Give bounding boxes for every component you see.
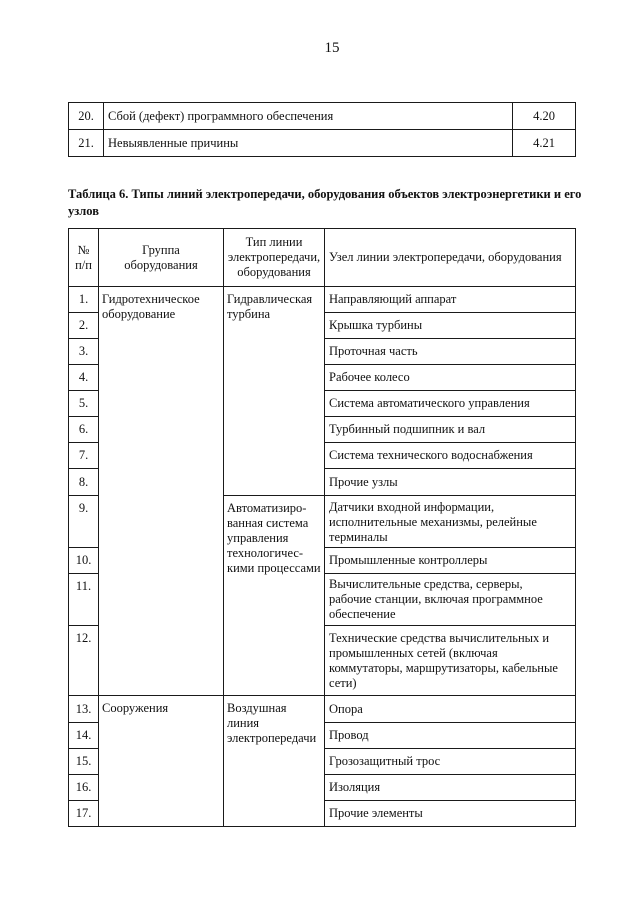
causes-table-continuation — [68, 102, 576, 157]
row-number: 8. — [69, 469, 99, 496]
equipment-node: Вычислительные средства, серверы, рабочие станции, включая программное обеспечение — [325, 574, 576, 626]
equipment-node: Система автоматического управления — [325, 391, 576, 417]
equipment-node: Проточная часть — [325, 339, 576, 365]
cause-code: 4.20 — [513, 103, 576, 130]
row-number: 15. — [69, 749, 99, 775]
equipment-node: Опора — [325, 696, 576, 723]
row-number: 3. — [69, 339, 99, 365]
row-number: 6. — [69, 417, 99, 443]
row-number: 12. — [69, 626, 99, 696]
equipment-node: Провод — [325, 723, 576, 749]
page-number: 15 — [324, 40, 340, 56]
row-number: 21. — [69, 130, 104, 157]
table-caption: Таблица 6. Типы линий электропередачи, оборудования объектов электроэнергетики и его узлов — [68, 187, 582, 218]
row-number: 20. — [69, 103, 104, 130]
table-header-row — [69, 229, 576, 287]
cause-code: 4.21 — [513, 130, 576, 157]
table-row — [69, 287, 576, 313]
equipment-node: Технические средства вычислительных и промышленных сетей (включая коммутаторы, маршрутизаторы, кабельные сети) — [325, 626, 576, 696]
equipment-group: Сооружения — [99, 696, 224, 827]
row-number: 14. — [69, 723, 99, 749]
equipment-node: Датчики входной информации, исполнительные механизмы, релейные терминалы — [325, 496, 576, 548]
equipment-node: Изоляция — [325, 775, 576, 801]
row-number: 17. — [69, 801, 99, 827]
table-row — [69, 130, 576, 157]
row-number: 2. — [69, 313, 99, 339]
equipment-node: Промышленные контроллеры — [325, 548, 576, 574]
row-number: 10. — [69, 548, 99, 574]
equipment-node: Грозозащитный трос — [325, 749, 576, 775]
table-body — [69, 287, 576, 827]
equipment-group: Гидротехническое оборудование — [99, 287, 224, 696]
row-number: 1. — [69, 287, 99, 313]
table-row — [69, 696, 576, 723]
equipment-node: Прочие элементы — [325, 801, 576, 827]
equipment-type: Воздушная линия электропередачи — [224, 696, 325, 827]
equipment-node: Прочие узлы — [325, 469, 576, 496]
cause-name: Невыявленные причины — [104, 130, 513, 157]
equipment-node: Система технического водоснабжения — [325, 443, 576, 469]
header-group: Группа оборудования — [99, 229, 224, 287]
equipment-node: Направляющий аппарат — [325, 287, 576, 313]
equipment-node: Крышка турбины — [325, 313, 576, 339]
equipment-node: Рабочее колесо — [325, 365, 576, 391]
table-row — [69, 103, 576, 130]
equipment-node: Турбинный подшипник и вал — [325, 417, 576, 443]
header-node: Узел линии электропередачи, оборудования — [325, 229, 576, 287]
row-number: 16. — [69, 775, 99, 801]
row-number: 4. — [69, 365, 99, 391]
row-number: 9. — [69, 496, 99, 548]
row-number: 11. — [69, 574, 99, 626]
row-number: 13. — [69, 696, 99, 723]
row-number: 7. — [69, 443, 99, 469]
header-type: Тип линии электропередачи, оборудования — [224, 229, 325, 287]
header-num: № п/п — [69, 229, 99, 287]
equipment-types-table — [68, 228, 576, 827]
cause-name: Сбой (дефект) программного обеспечения — [104, 103, 513, 130]
equipment-type: Гидравлическая турбина — [224, 287, 325, 496]
row-number: 5. — [69, 391, 99, 417]
equipment-type: Автоматизиро- ванная система управления технологичес- кими процессами — [224, 496, 325, 696]
